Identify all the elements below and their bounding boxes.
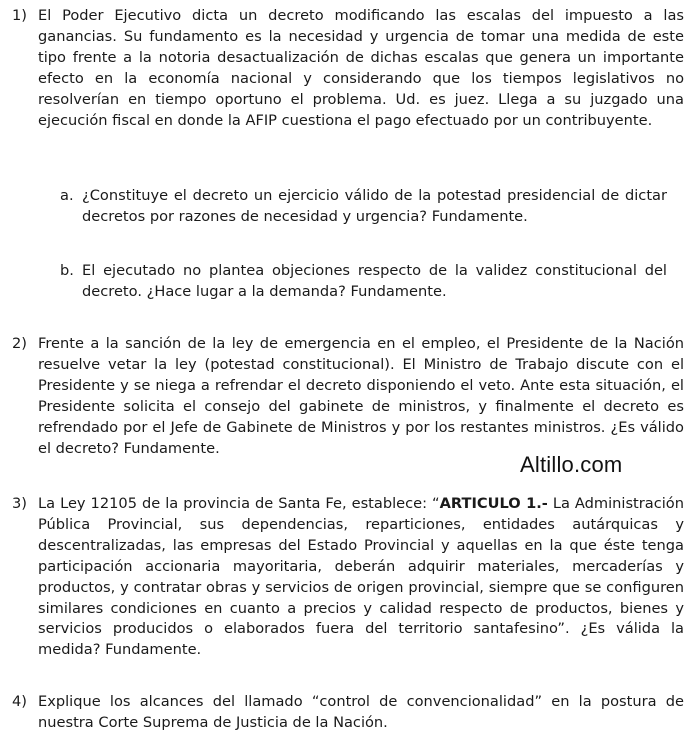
question-text: El Poder Ejecutivo dicta un decreto modificando las escalas del impuesto a las ganancias. Su fundamento es la necesidad y urgencia de tomar una medida de este tipo frente a la notoria desactualización de dichas escalas que genera un importante efecto en la economía nacional y considerando que los tiempos legislativos no resolverían en tiempo oportuno el problema. Ud. es juez. Llega a su juzgado una ejecución fiscal en donde la AFIP cuestiona el pago efectuado por un contribuyente. — [38, 7, 684, 129]
question-number: 3) — [12, 495, 27, 512]
subquestion-text: ¿Constituye el decreto un ejercicio válido de la potestad presidencial de dictar decretos por razones de necesidad y urgencia? Fundamente. — [82, 187, 667, 225]
question-text — [38, 494, 684, 661]
question-3 — [12, 494, 684, 661]
subquestion-1b — [60, 261, 667, 303]
question-number: 4) — [12, 693, 27, 710]
question-text: Frente a la sanción de la ley de emergencia en el empleo, el Presidente de la Nación resuelve vetar la ley (potestad constitucional). El Ministro de Trabajo discute con el Presidente y se niega a refrendar el decreto disponiendo el veto. Ante esta situación, el Presidente solicita el consejo del gabinete de ministros, y finalmente el decreto es refrendado por el Jefe de Gabinete de Ministros y por los restantes ministros. ¿Es válido el decreto? Fundamente. — [38, 335, 684, 457]
question-number: 2) — [12, 335, 27, 352]
article-body: La Administración Pública Provincial, sus dependencias, reparticiones, entidades autárquicas y descentralizadas, las empresas del Estado Provincial y aquellas en la que éste tenga participación accionaria mayoritaria, deberán adquirir materiales, mercaderías y productos, y contratar obras y servicios de origen provincial, siempre que se configuren similares condiciones en cuanto a precios y calidad respecto de productos, bienes y servicios producidos o elaborados fuera del territorio santafesino”. ¿Es válida la medida? Fundamente. — [38, 495, 684, 659]
question-text: Explique los alcances del llamado “control de convencionalidad” en la postura de nuestra Corte Suprema de Justicia de la Nación. — [38, 693, 684, 731]
question-number: 1) — [12, 7, 27, 24]
subquestion-1a — [60, 186, 667, 228]
subquestion-label: b. — [60, 262, 74, 279]
subquestion-text: El ejecutado no plantea objeciones respecto de la validez constitucional del decreto. ¿Hace lugar a la demanda? Fundamente. — [82, 262, 667, 300]
subquestion-label: a. — [60, 187, 74, 204]
question-1 — [12, 6, 684, 131]
question-2 — [12, 334, 684, 459]
article-heading: ARTICULO 1.- — [439, 495, 548, 512]
watermark-text: Altillo.com — [520, 452, 623, 477]
question-text-intro: La Ley 12105 de la provincia de Santa Fe, establece: “ — [38, 495, 440, 512]
question-4 — [12, 692, 684, 734]
